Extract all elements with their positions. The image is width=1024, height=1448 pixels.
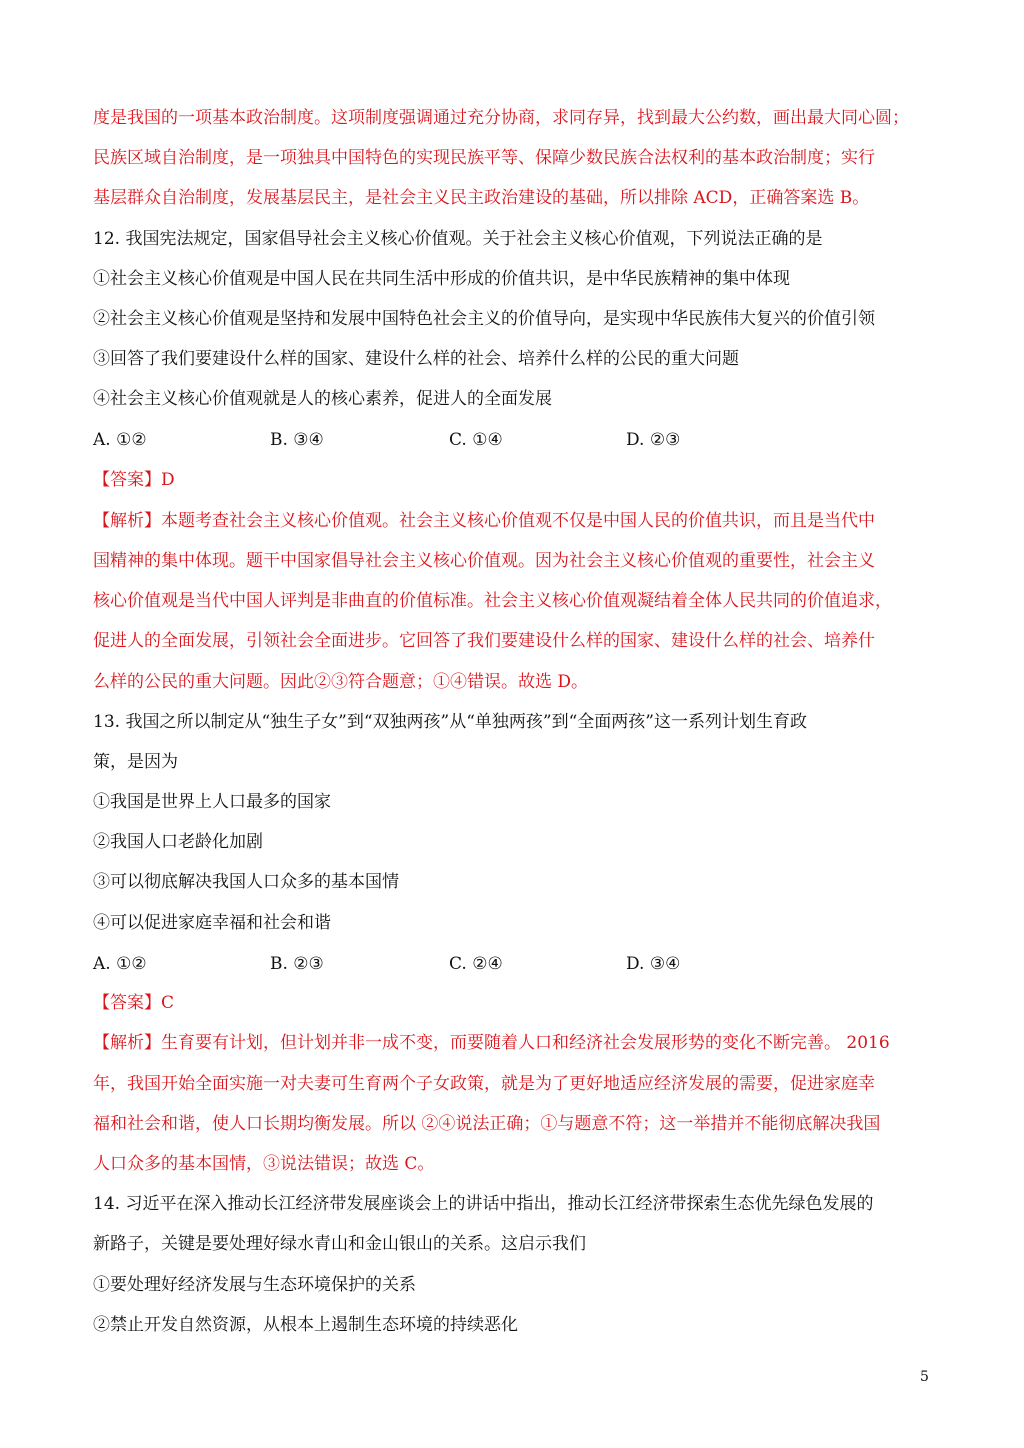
question-13-answer: 【答案】C — [93, 993, 175, 1013]
question-14-stem-line-1: 14. 习近平在深入推动长江经济带发展座谈会上的讲话中指出，推动长江经济带探索生态优先绿色发展的 — [93, 1194, 874, 1214]
question-12-stem: 12. 我国宪法规定，国家倡导社会主义核心价值观。关于社会主义核心价值观，下列说法正确的是 — [93, 229, 823, 249]
question-12-item-3: ③回答了我们要建设什么样的国家、建设什么样的社会、培养什么样的公民的重大问题 — [93, 349, 739, 369]
analysis-continuation-line-1: 度是我国的一项基本政治制度。这项制度强调通过充分协商，求同存异，找到最大公约数，画出最大同心圆； — [93, 108, 909, 128]
question-14-item-1: ①要处理好经济发展与生态环境保护的关系 — [93, 1275, 416, 1295]
question-13-option-d: D. ③④ — [626, 954, 681, 974]
question-12-analysis-line-2: 国精神的集中体现。题干中国家倡导社会主义核心价值观。因为社会主义核心价值观的重要性，社会主义 — [93, 551, 875, 571]
page-number: 5 — [920, 1369, 929, 1385]
question-12-option-b: B. ③④ — [270, 430, 324, 450]
question-13-item-3: ③可以彻底解决我国人口众多的基本国情 — [93, 872, 399, 892]
question-12-option-a: A. ①② — [93, 430, 147, 450]
question-13-stem-line-2: 策，是因为 — [93, 752, 178, 772]
question-13-analysis-line-4: 人口众多的基本国情，③说法错误；故选 C。 — [93, 1154, 435, 1174]
question-12-option-c: C. ①④ — [449, 430, 503, 450]
question-13-options — [93, 951, 933, 977]
analysis-continuation-line-2: 民族区域自治制度，是一项独具中国特色的实现民族平等、保障少数民族合法权利的基本政治制度；实行 — [93, 148, 875, 168]
question-13-item-1: ①我国是世界上人口最多的国家 — [93, 792, 331, 812]
question-12-item-1: ①社会主义核心价值观是中国人民在共同生活中形成的价值共识，是中华民族精神的集中体现 — [93, 269, 790, 289]
analysis-continuation-line-3: 基层群众自治制度，发展基层民主，是社会主义民主政治建设的基础，所以排除 ACD，正确答案选 B。 — [93, 188, 870, 208]
question-13-analysis-line-2: 年，我国开始全面实施一对夫妻可生育两个子女政策，就是为了更好地适应经济发展的需要，促进家庭幸 — [93, 1074, 875, 1094]
question-13-option-c: C. ②④ — [449, 954, 503, 974]
question-12-option-d: D. ②③ — [626, 430, 681, 450]
question-13-analysis-line-1: 【解析】生育要有计划，但计划并非一成不变，而要随着人口和经济社会发展形势的变化不断完善。 2016 — [93, 1033, 890, 1053]
question-13-stem-line-1: 13. 我国之所以制定从“独生子女”到“双独两孩”从“单独两孩”到“全面两孩”这一系列计划生育政 — [93, 712, 807, 732]
question-13-option-b: B. ②③ — [270, 954, 324, 974]
question-12-item-2: ②社会主义核心价值观是坚持和发展中国特色社会主义的价值导向，是实现中华民族伟大复兴的价值引领 — [93, 309, 875, 329]
question-13-analysis-line-3: 福和社会和谐，使人口长期均衡发展。所以 ②④说法正确；①与题意不符；这一举措并不能彻底解决我国 — [93, 1114, 881, 1134]
question-13-item-4: ④可以促进家庭幸福和社会和谐 — [93, 913, 331, 933]
question-13-item-2: ②我国人口老龄化加剧 — [93, 832, 263, 852]
question-12-answer: 【答案】D — [93, 470, 175, 490]
question-12-analysis-line-4: 促进人的全面发展，引领社会全面进步。它回答了我们要建设什么样的国家、建设什么样的社会、培养什 — [93, 631, 875, 651]
question-12-item-4: ④社会主义核心价值观就是人的核心素养，促进人的全面发展 — [93, 389, 552, 409]
question-14-item-2: ②禁止开发自然资源，从根本上遏制生态环境的持续恶化 — [93, 1315, 518, 1335]
question-12-options — [93, 427, 933, 453]
question-14-stem-line-2: 新路子，关键是要处理好绿水青山和金山银山的关系。这启示我们 — [93, 1234, 586, 1254]
question-12-analysis-line-1: 【解析】本题考查社会主义核心价值观。社会主义核心价值观不仅是中国人民的价值共识，而且是当代中 — [93, 511, 875, 531]
question-12-analysis-line-5: 么样的公民的重大问题。因此②③符合题意；①④错误。故选 D。 — [93, 672, 589, 692]
question-13-option-a: A. ①② — [93, 954, 147, 974]
question-12-analysis-line-3: 核心价值观是当代中国人评判是非曲直的价值标准。社会主义核心价值观凝结着全体人民共同的价值追求， — [93, 591, 892, 611]
